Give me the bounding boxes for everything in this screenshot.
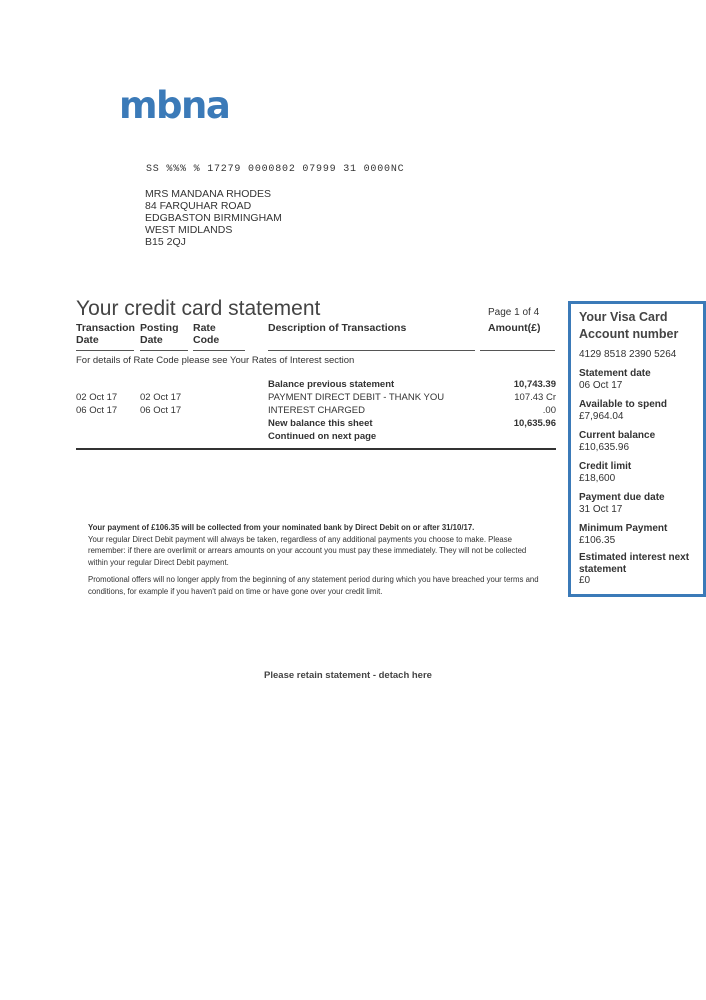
address-line: B15 2QJ bbox=[145, 236, 186, 248]
summary-payment-due-date: Payment due date 31 Oct 17 bbox=[579, 492, 665, 515]
page-number: Page 1 of 4 bbox=[488, 307, 540, 318]
address-line: EDGBASTON BIRMINGHAM bbox=[145, 212, 282, 224]
transaction-amount: 10,635.96 bbox=[513, 418, 556, 429]
address-line: 84 FARQUHAR ROAD bbox=[145, 200, 252, 212]
transaction-description: New balance this sheet bbox=[268, 418, 373, 429]
transaction-date: 02 Oct 17 bbox=[76, 392, 118, 403]
summary-minimum-payment: Minimum Payment £106.35 bbox=[579, 523, 668, 546]
transaction-amount: 10,743.39 bbox=[513, 379, 556, 390]
address-line: MRS MANDANA RHODES bbox=[145, 188, 272, 200]
customer-address bbox=[145, 188, 282, 248]
table-row bbox=[76, 392, 556, 405]
header-description: Description of Transactions bbox=[268, 322, 407, 334]
statement-title: Your credit card statement bbox=[76, 297, 321, 320]
transaction-description: Balance previous statement bbox=[268, 379, 395, 390]
rate-code-note: For details of Rate Code please see Your Rates of Interest section bbox=[76, 355, 355, 366]
table-bottom-rule bbox=[76, 448, 556, 450]
mbna-logo: mbna bbox=[119, 84, 230, 127]
payment-notice-body: Your regular Direct Debit payment will always be taken, regardless of any additional payments you choose to make. Please remember: if there are overlimit or arrears amounts on your account you must pay these immediately. They will not be collected within your regular Direct Debit payment. bbox=[88, 534, 527, 567]
header-posting-date: Posting Date bbox=[140, 322, 179, 346]
summary-available-to-spend: Available to spend £7,964.04 bbox=[579, 399, 667, 422]
promotional-notice: Promotional offers will no longer apply from the beginning of any statement period during which you have breached your terms and conditions, for example if you haven't paid on time or have gone over your credit limit. bbox=[88, 575, 539, 596]
header-transaction-date: Transaction Date bbox=[76, 322, 135, 346]
detach-instruction: Please retain statement - detach here bbox=[264, 670, 432, 681]
transaction-description: INTEREST CHARGED bbox=[268, 405, 365, 416]
header-underline bbox=[480, 350, 555, 351]
summary-statement-date: Statement date 06 Oct 17 bbox=[579, 368, 651, 391]
header-amount: Amount(£) bbox=[488, 322, 541, 334]
table-row bbox=[76, 431, 556, 444]
header-underline bbox=[76, 350, 134, 351]
account-number: 4129 8518 2390 5264 bbox=[579, 349, 677, 360]
transactions-table bbox=[76, 379, 556, 444]
header-underline bbox=[140, 350, 188, 351]
payment-notice-lead: Your payment of £106.35 will be collected from your nominated bank by Direct Debit on or after 31/10/17. bbox=[88, 523, 475, 532]
transaction-date: 06 Oct 17 bbox=[76, 405, 118, 416]
summary-credit-limit: Credit limit £18,600 bbox=[579, 461, 632, 484]
scan-reference-line: SS %%% % 17279 0000802 07999 31 0000NC bbox=[146, 164, 405, 175]
card-account-title: Your Visa Card Account number bbox=[579, 310, 679, 341]
posting-date: 02 Oct 17 bbox=[140, 392, 182, 403]
transaction-description: PAYMENT DIRECT DEBIT - THANK YOU bbox=[268, 392, 445, 403]
header-underline bbox=[193, 350, 245, 351]
header-underline bbox=[268, 350, 475, 351]
payment-notice bbox=[88, 522, 548, 603]
transaction-amount: 107.43 Cr bbox=[514, 392, 556, 403]
table-row bbox=[76, 418, 556, 431]
posting-date: 06 Oct 17 bbox=[140, 405, 182, 416]
address-line: WEST MIDLANDS bbox=[145, 224, 233, 236]
table-row bbox=[76, 379, 556, 392]
account-summary-box bbox=[568, 301, 706, 597]
summary-current-balance: Current balance £10,635.96 bbox=[579, 430, 656, 453]
transaction-description: Continued on next page bbox=[268, 431, 377, 442]
header-rate-code: Rate Code bbox=[193, 322, 220, 346]
transaction-amount: .00 bbox=[542, 405, 556, 416]
table-row bbox=[76, 405, 556, 418]
summary-estimated-interest: Estimated interest next statement £0 bbox=[579, 552, 690, 586]
